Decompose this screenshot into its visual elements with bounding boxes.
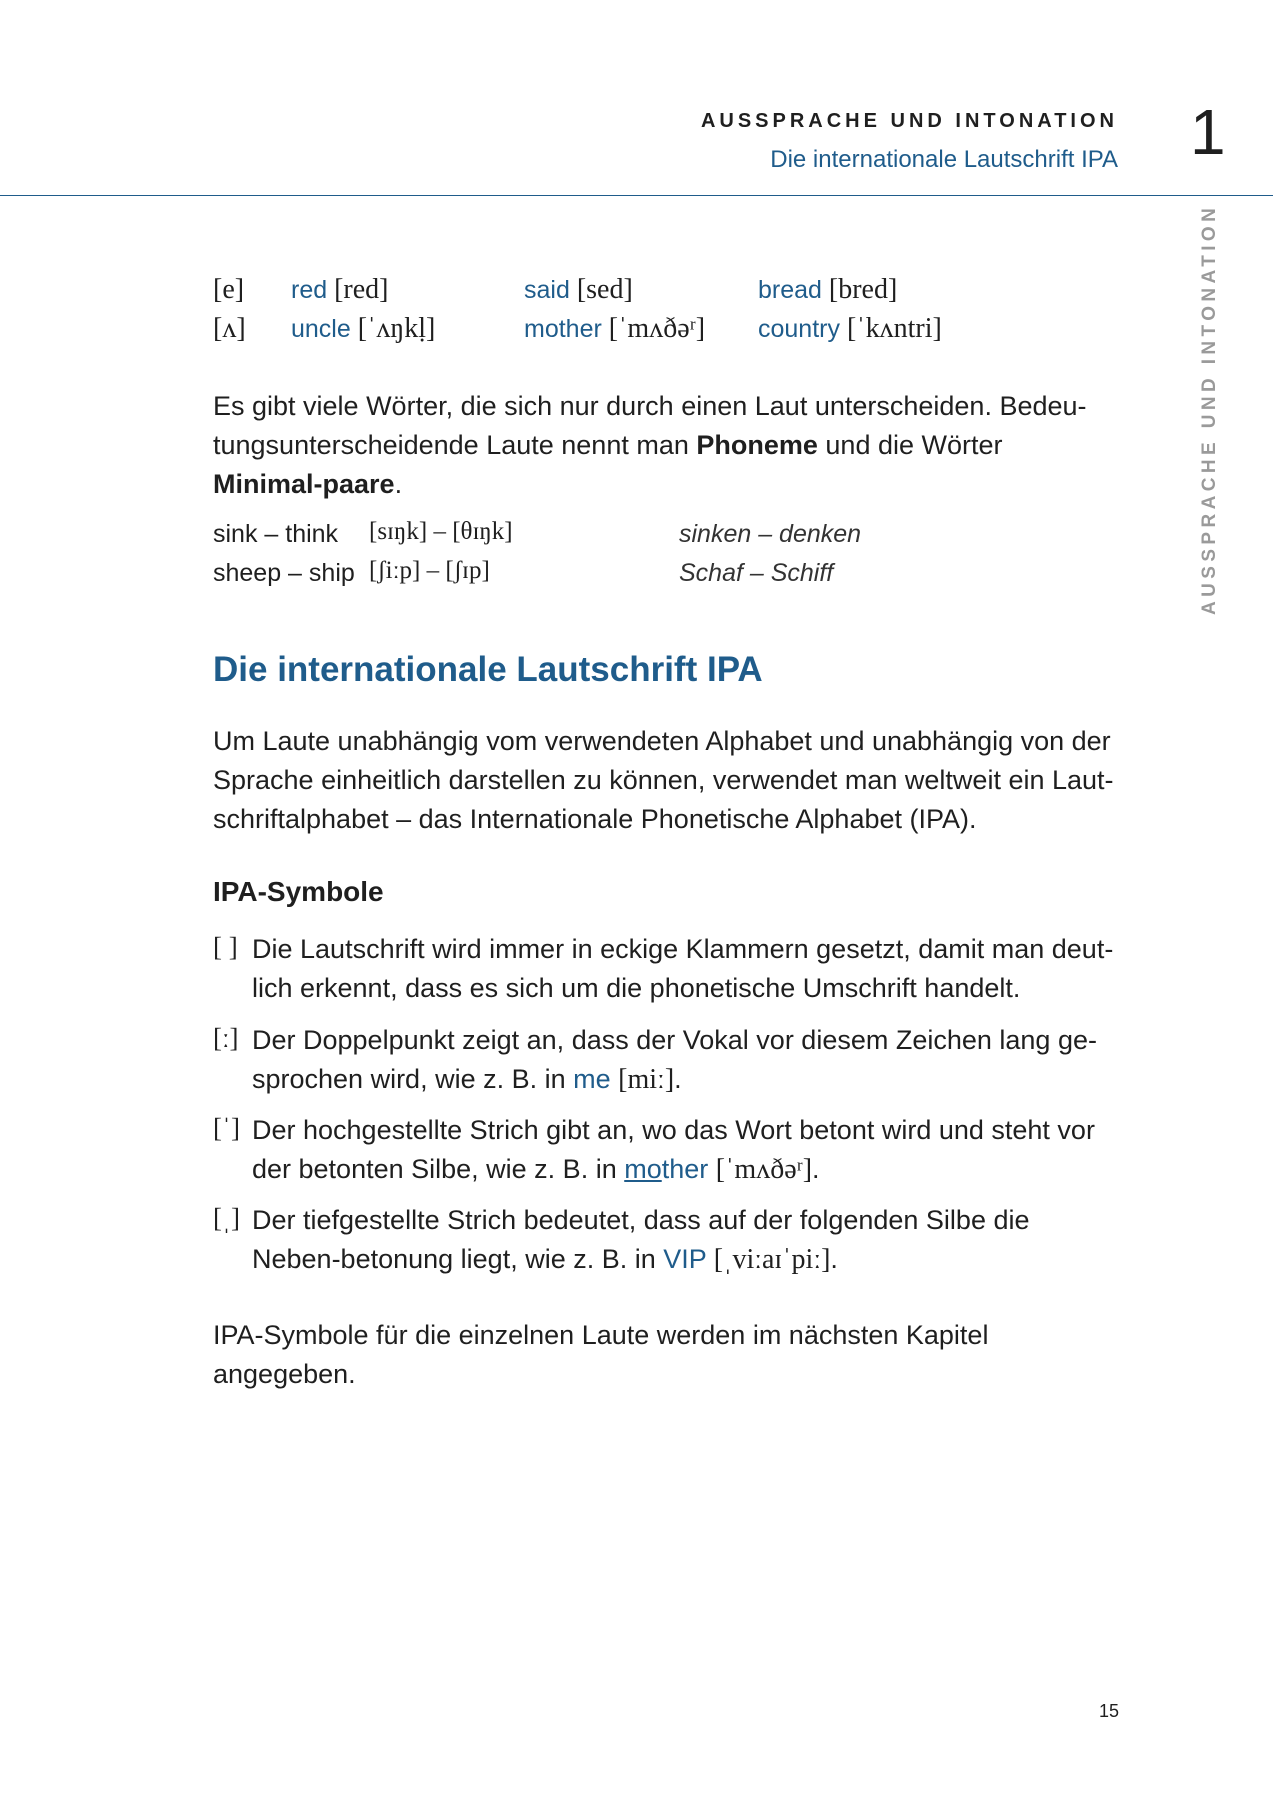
ipa-symbol-secondary-stress: [ˌ] (213, 1203, 240, 1233)
section-heading: Die internationale Lautschrift IPA (213, 650, 763, 689)
subsection-heading: IPA-Symbole (213, 876, 384, 907)
example-word: me (573, 1064, 611, 1094)
example-ipa: [sed] (576, 274, 633, 305)
vowel-symbol: [ʌ] (213, 313, 246, 344)
ipa-symbol-description: Der tiefgestellte Strich bedeutet, dass auf der folgenden Silbe die Neben-betonung liegt, wie z. B. in VIP [ˌviːaɪˈpiː]. (252, 1205, 1030, 1275)
vowel-row (213, 274, 244, 306)
minimal-pair-words: sheep – ship (213, 559, 355, 587)
example-word: mother (624, 1154, 709, 1184)
example-word: uncle (291, 315, 351, 343)
header-divider (0, 195, 1273, 196)
vowel-example (291, 274, 389, 306)
example-word: mother (524, 315, 602, 343)
example-ipa: [red] (334, 274, 389, 305)
ipa-symbol-description: Der hochgestellte Strich gibt an, wo das Wort betont wird und steht vor der betonten Silbe, wie z. B. in mother [ˈmʌðəʳ]. (252, 1115, 1095, 1185)
example-ipa: [ˌviːaɪˈpiː] (713, 1244, 831, 1275)
term-minimal-pairs: Minimal-paare (213, 469, 395, 499)
minimal-pair-german: Schaf – Schiff (679, 559, 834, 587)
vowel-example (524, 313, 705, 345)
vowel-example (758, 313, 942, 345)
vowel-example (758, 274, 897, 306)
example-ipa: [ˈʌŋkḷ] (357, 313, 436, 344)
closing-paragraph: IPA-Symbole für die einzelnen Laute werden im nächsten Kapitel angegeben. (213, 1320, 989, 1389)
ipa-symbol-primary-stress: [ˈ] (213, 1113, 240, 1143)
example-word: said (524, 276, 570, 304)
example-ipa: [ˈmʌðəʳ] (715, 1154, 813, 1185)
vowel-row (213, 313, 246, 345)
example-word: red (291, 276, 328, 304)
minimal-pair-german: sinken – denken (679, 520, 862, 548)
example-ipa: [ˈmʌðəʳ] (608, 313, 706, 344)
ipa-symbol-description: Die Lautschrift wird immer in eckige Klammern gesetzt, damit man deut-lich erkennt, dass es sich um die phonetische Umschrift handelt. (252, 934, 1114, 1003)
running-header-kicker: AUSSPRACHE UND INTONATION (700, 110, 1118, 132)
example-ipa: [bred] (828, 274, 898, 305)
ipa-symbol-length: [ː] (213, 1023, 239, 1053)
vowel-example (524, 274, 633, 306)
running-header-subtitle: Die internationale Lautschrift IPA (770, 146, 1118, 173)
phoneme-paragraph: Es gibt viele Wörter, die sich nur durch einen Laut unterscheiden. Bedeu-tungsunterscheidende Laute nennt man Phoneme und die Wörter Minimal-paare. (213, 391, 1087, 499)
minimal-pair-words: sink – think (213, 520, 339, 548)
example-ipa: [miː] (618, 1064, 675, 1095)
example-word: bread (758, 276, 822, 304)
side-chapter-label: AUSSPRACHE UND INTONATION (1199, 203, 1220, 615)
example-word: country (758, 315, 840, 343)
example-ipa: [ˈkʌntri] (846, 313, 942, 344)
intro-paragraph: Um Laute unabhängig vom verwendeten Alphabet und unabhängig von der Sprache einheitlich darstellen zu können, verwendet man weltweit ein Laut-schriftalphabet – das Internationale Phonetische Alphabet (IPA). (213, 726, 1114, 834)
vowel-example (291, 313, 435, 345)
minimal-pair-ipa: [sɪŋk] – [θɪŋk] (369, 518, 513, 545)
page-number: 15 (1099, 1701, 1120, 1721)
term-phoneme: Phoneme (696, 430, 818, 460)
example-word: VIP (663, 1244, 707, 1274)
chapter-number: 1 (1190, 96, 1226, 168)
ipa-symbol-brackets: [ ] (213, 932, 238, 962)
vowel-symbol: [e] (213, 274, 245, 305)
minimal-pair-ipa: [ʃiːp] – [ʃɪp] (369, 557, 490, 584)
ipa-symbol-description: Der Doppelpunkt zeigt an, dass der Vokal vor diesem Zeichen lang ge-sprochen wird, wie z. B. in me [miː]. (252, 1025, 1097, 1095)
